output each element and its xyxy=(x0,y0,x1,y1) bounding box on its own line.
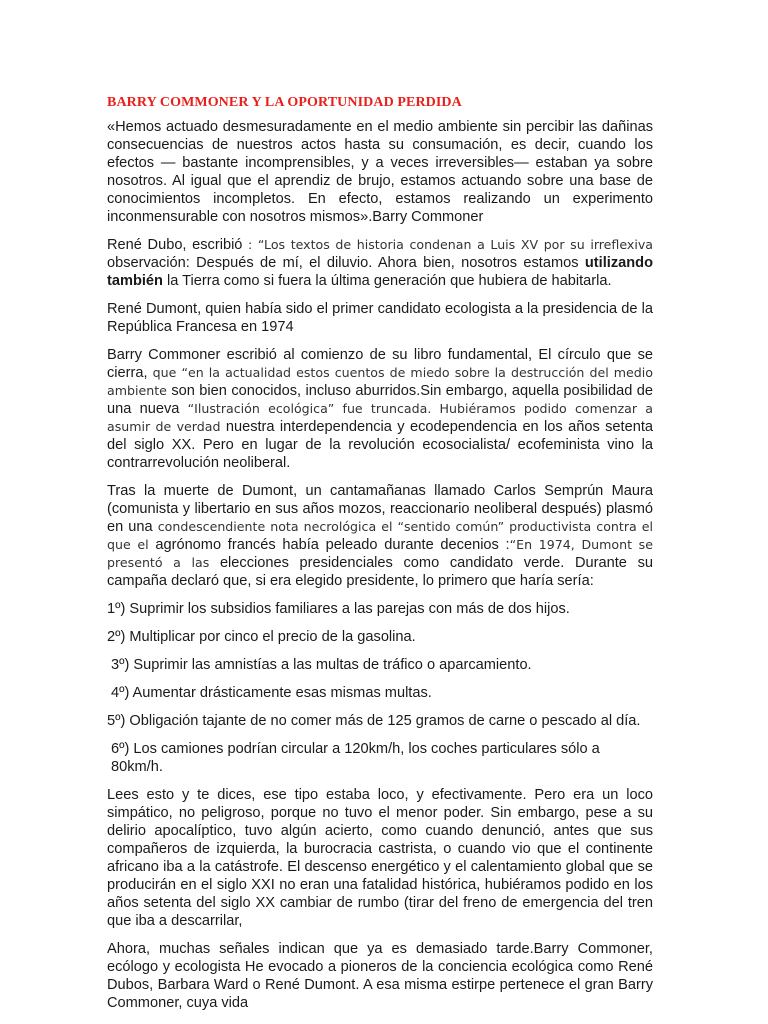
list-item: 1º) Suprimir los subsidios familiares a las parejas con más de dos hijos. xyxy=(107,601,570,617)
document-title: BARRY COMMONER Y LA OPORTUNIDAD PERDIDA xyxy=(107,95,462,110)
bold-text: utilizando también xyxy=(107,255,653,289)
text-run-alt-font: “En 1974, Dumont se presentó a las xyxy=(107,537,653,570)
text-run: agrónomo francés había peleado durante decenios : xyxy=(155,537,510,553)
text-run: son bien conocidos, incluso aburridos.Sin embargo, aquella posibilidad de una nueva xyxy=(107,383,653,417)
list-item: 4º) Aumentar drásticamente esas mismas multas. xyxy=(111,685,432,701)
text-run: Tras la muerte de Dumont, un cantamañanas llamado Carlos Semprún Maura (comunista y libertario en sus años mozos, reaccionario neoliberal después) plasmó en una xyxy=(107,483,653,535)
text-run: la Tierra como si fuera la última generación que hubiera de habitarla. xyxy=(162,273,612,289)
list-item: 3º) Suprimir las amnistías a las multas de tráfico o aparcamiento. xyxy=(111,657,532,673)
paragraph-dumont: René Dumont, quien había sido el primer candidato ecologista a la presidencia de la República Francesa en 1974 xyxy=(107,301,653,335)
text-run: René Dubo, escribió xyxy=(107,237,243,253)
list-item: 5º) Obligación tajante de no comer más de 125 gramos de carne o pescado al día. xyxy=(107,713,641,729)
paragraph-dubo xyxy=(107,236,653,290)
paragraph-loco: Lees esto y te dices, ese tipo estaba loco, y efectivamente. Pero era un loco simpático, no peligroso, porque no tuvo el menor poder. Sin embargo, pese a su delirio apocalíptico, tuvo algún acierto, como cuando denunció, antes que sus compañeros de izquierda, la burocracia castrista, o cuando vio que el continente africano iba a la catástrofe. El descenso energético y el calentamiento global que se producirán en el siglo XXI no eran una fatalidad histórica, hubiéramos podido en los años setenta del siglo XX cambiar de rumbo (tirar del freno de emergencia del tren que iba a descarrilar, xyxy=(107,787,653,929)
paragraph-commoner xyxy=(107,346,653,472)
paragraph-semprun xyxy=(107,482,653,590)
paragraph-ahora: Ahora, muchas señales indican que ya es demasiado tarde.Barry Commoner, ecólogo y ecologista He evocado a pioneros de la conciencia ecológica como René Dubos, Barbara Ward o René Dumont. A esa misma estirpe pertenece el gran Barry Commoner, cuya vida xyxy=(107,941,653,1011)
document-page xyxy=(107,94,653,1022)
text-run: nuestra interdependencia y ecodependencia en los años setenta del siglo XX. Pero en lugar de la revolución ecosocialista/ ecofeminista vino la contrarrevolución neoliberal. xyxy=(107,419,653,471)
paragraph-quote: «Hemos actuado desmesuradamente en el medio ambiente sin percibir las dañinas consecuencias de nuestros actos hasta su consumación, es decir, cuando los efectos — bastante incomprensibles, y a veces irreversibles— estaban ya sobre nosotros. Al igual que el aprendiz de brujo, estamos actuando sobre una base de conocimientos incompletos. En efecto, estamos realizando un experimento inconmensurable con nosotros mismos».Barry Commoner xyxy=(107,119,653,225)
text-run: observación: Después de mí, el diluvio. Ahora bien, nosotros estamos xyxy=(107,255,585,271)
list-item: 6º) Los camiones podrían circular a 120km/h, los coches particulares sólo a 80km/h. xyxy=(111,741,600,775)
numbered-list xyxy=(107,600,653,776)
text-run: Barry Commoner escribió al comienzo de su libro fundamental, El círculo que se cierra, xyxy=(107,347,653,381)
text-run-alt-font: que “en la actualidad estos cuentos de miedo sobre la destrucción del medio ambiente xyxy=(107,365,653,398)
text-run-alt-font: “Ilustración ecológica” fue truncada. Hubiéramos podido comenzar a asumir de verdad xyxy=(107,401,653,434)
text-run-alt-font: condescendiente nota necrológica el “sentido común” productivista contra el que el xyxy=(107,519,653,552)
text-run: elecciones presidenciales como candidato verde. Durante su campaña declaró que, si era elegido presidente, lo primero que haría sería: xyxy=(107,555,653,589)
text-run-alt-font: : “Los textos de historia condenan a Luis XV por su irreflexiva xyxy=(242,237,654,252)
list-item: 2º) Multiplicar por cinco el precio de la gasolina. xyxy=(107,629,416,645)
